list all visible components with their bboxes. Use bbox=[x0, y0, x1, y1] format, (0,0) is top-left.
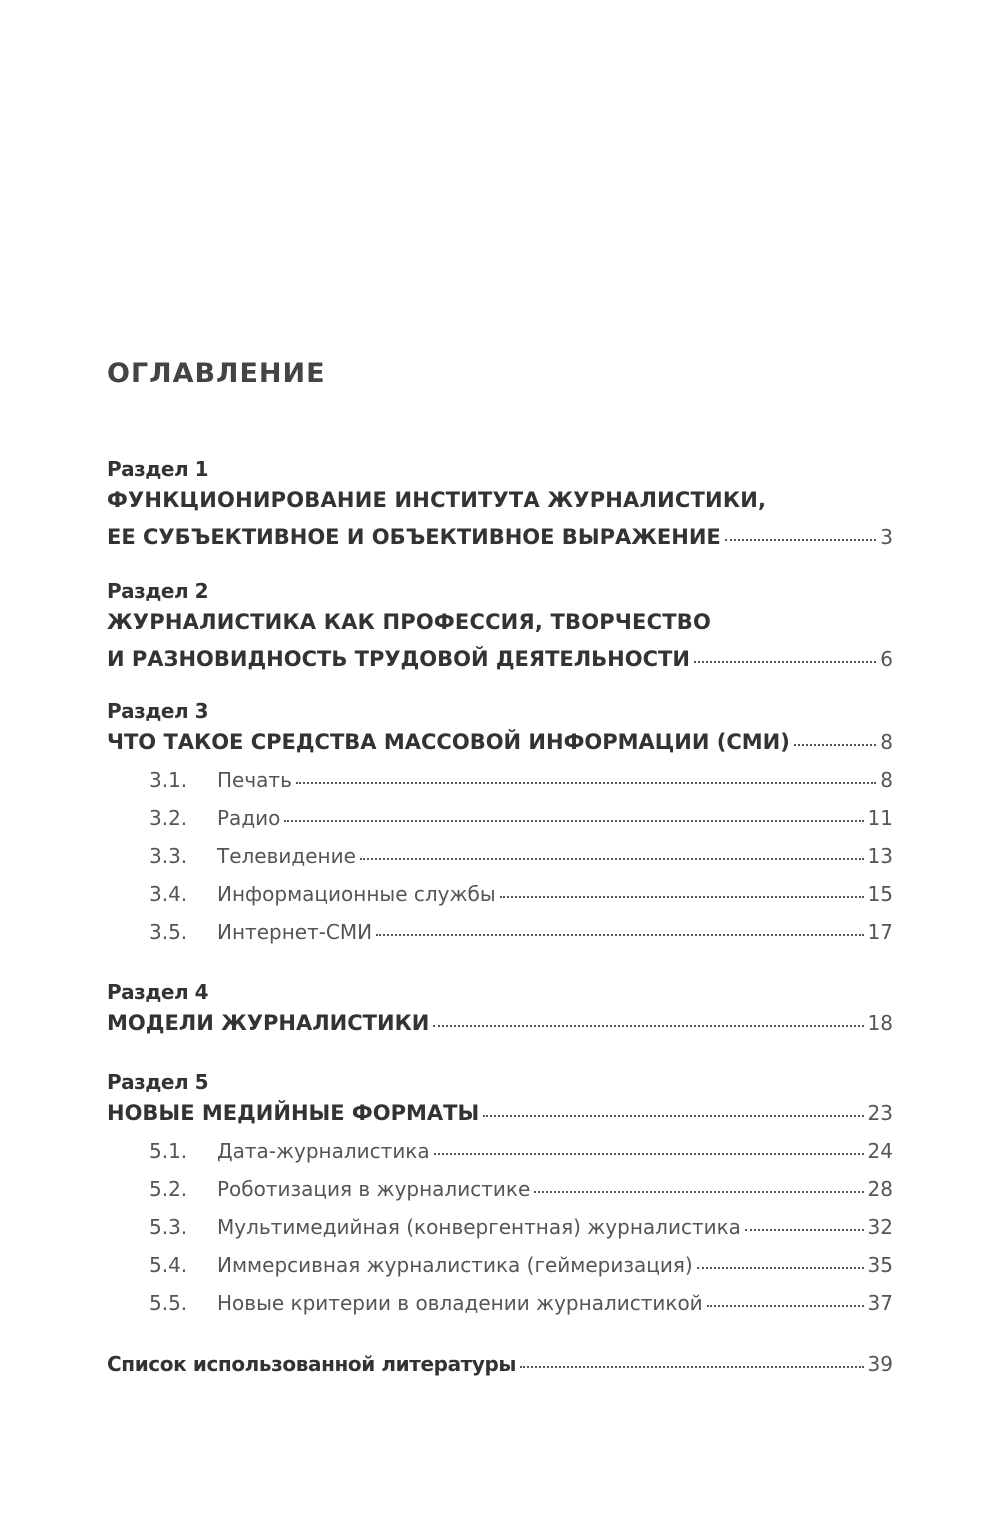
subsection-title: Роботизация в журналистике bbox=[217, 1177, 531, 1201]
section-label: Раздел 3 bbox=[107, 699, 209, 723]
dot-leader bbox=[707, 1305, 864, 1307]
subsection-number: 5.3. bbox=[149, 1215, 188, 1239]
page-number: 39 bbox=[867, 1352, 893, 1376]
subsection-number: 3.4. bbox=[149, 882, 188, 906]
subsection-title: Иммерсивная журналистика (геймеризация) bbox=[217, 1253, 693, 1277]
section-title-line: ЕЕ СУБЪЕКТИВНОЕ И ОБЪЕКТИВНОЕ ВЫРАЖЕНИЕ bbox=[107, 525, 721, 549]
toc-entry[interactable] bbox=[107, 641, 893, 678]
bibliography-title: Список использованной литературы bbox=[107, 1352, 517, 1376]
page-number: 13 bbox=[867, 844, 893, 868]
page-number: 23 bbox=[867, 1101, 893, 1125]
toc-entry[interactable] bbox=[107, 1345, 893, 1383]
subsection-number: 3.3. bbox=[149, 844, 188, 868]
page-number: 37 bbox=[867, 1291, 893, 1315]
page-number: 3 bbox=[880, 525, 893, 549]
page-number: 32 bbox=[867, 1215, 893, 1239]
dot-leader bbox=[296, 782, 876, 784]
toc-subentry[interactable] bbox=[107, 837, 893, 875]
toc-section-5 bbox=[107, 1069, 893, 1322]
section-title-line: И РАЗНОВИДНОСТЬ ТРУДОВОЙ ДЕЯТЕЛЬНОСТИ bbox=[107, 647, 690, 671]
toc-entry[interactable] bbox=[107, 519, 893, 556]
toc-subentry[interactable] bbox=[107, 1132, 893, 1170]
section-label: Раздел 1 bbox=[107, 457, 209, 481]
section-title-line: ФУНКЦИОНИРОВАНИЕ ИНСТИТУТА ЖУРНАЛИСТИКИ, bbox=[107, 488, 767, 512]
page-number: 6 bbox=[880, 647, 893, 671]
dot-leader bbox=[745, 1229, 864, 1231]
subsection-number: 5.1. bbox=[149, 1139, 188, 1163]
page-number: 8 bbox=[880, 768, 893, 792]
page-number: 18 bbox=[867, 1011, 893, 1035]
subsection-title: Телевидение bbox=[217, 844, 356, 868]
subsection-title: Новые критерии в овладении журналистикой bbox=[217, 1291, 703, 1315]
subsection-number: 3.2. bbox=[149, 806, 188, 830]
toc-bibliography bbox=[107, 1345, 893, 1383]
subsection-number: 5.4. bbox=[149, 1253, 188, 1277]
dot-leader bbox=[694, 661, 876, 663]
toc-subentry[interactable] bbox=[107, 913, 893, 951]
toc-entry[interactable] bbox=[107, 1095, 893, 1132]
section-label: Раздел 5 bbox=[107, 1070, 209, 1094]
dot-leader bbox=[483, 1115, 863, 1117]
subsection-number: 5.5. bbox=[149, 1291, 188, 1315]
dot-leader bbox=[376, 934, 863, 936]
subsection-title: Интернет-СМИ bbox=[217, 920, 373, 944]
dot-leader bbox=[500, 896, 864, 898]
toc-subentry[interactable] bbox=[107, 1246, 893, 1284]
toc-section-3 bbox=[107, 698, 893, 951]
section-title-line: ЖУРНАЛИСТИКА КАК ПРОФЕССИЯ, ТВОРЧЕСТВО bbox=[107, 610, 711, 634]
toc-entry[interactable] bbox=[107, 1005, 893, 1042]
dot-leader bbox=[433, 1025, 863, 1027]
section-label: Раздел 2 bbox=[107, 579, 209, 603]
dot-leader bbox=[534, 1191, 863, 1193]
page-number: 24 bbox=[867, 1139, 893, 1163]
dot-leader bbox=[697, 1267, 864, 1269]
subsection-title: Мультимедийная (конвергентная) журналистика bbox=[217, 1215, 741, 1239]
toc-subentry[interactable] bbox=[107, 1170, 893, 1208]
toc-section-1 bbox=[107, 456, 893, 556]
dot-leader bbox=[725, 539, 876, 541]
page-number: 8 bbox=[880, 730, 893, 754]
toc-entry[interactable] bbox=[107, 724, 893, 761]
subsection-number: 5.2. bbox=[149, 1177, 188, 1201]
section-title-line: НОВЫЕ МЕДИЙНЫЕ ФОРМАТЫ bbox=[107, 1101, 480, 1125]
dot-leader bbox=[520, 1366, 863, 1368]
section-title-line: МОДЕЛИ ЖУРНАЛИСТИКИ bbox=[107, 1011, 430, 1035]
toc-subentry[interactable] bbox=[107, 761, 893, 799]
toc-subentry[interactable] bbox=[107, 875, 893, 913]
page-number: 11 bbox=[867, 806, 893, 830]
subsection-title: Радио bbox=[217, 806, 281, 830]
subsection-title: Информационные службы bbox=[217, 882, 496, 906]
subsection-number: 3.5. bbox=[149, 920, 188, 944]
dot-leader bbox=[434, 1153, 864, 1155]
dot-leader bbox=[360, 858, 864, 860]
toc-subentry[interactable] bbox=[107, 799, 893, 837]
dot-leader bbox=[794, 744, 876, 746]
dot-leader bbox=[284, 820, 863, 822]
page-number: 28 bbox=[867, 1177, 893, 1201]
page-number: 15 bbox=[867, 882, 893, 906]
toc-section-2 bbox=[107, 578, 893, 678]
section-title-line: ЧТО ТАКОЕ СРЕДСТВА МАССОВОЙ ИНФОРМАЦИИ (СМИ) bbox=[107, 730, 790, 754]
toc-title: ОГЛАВЛЕНИЕ bbox=[107, 358, 326, 389]
toc-subentry[interactable] bbox=[107, 1208, 893, 1246]
subsection-title: Дата-журналистика bbox=[217, 1139, 430, 1163]
section-label: Раздел 4 bbox=[107, 980, 209, 1004]
page-number: 17 bbox=[867, 920, 893, 944]
page-number: 35 bbox=[867, 1253, 893, 1277]
subsection-title: Печать bbox=[217, 768, 292, 792]
subsection-number: 3.1. bbox=[149, 768, 188, 792]
toc-subentry[interactable] bbox=[107, 1284, 893, 1322]
toc-section-4 bbox=[107, 979, 893, 1042]
